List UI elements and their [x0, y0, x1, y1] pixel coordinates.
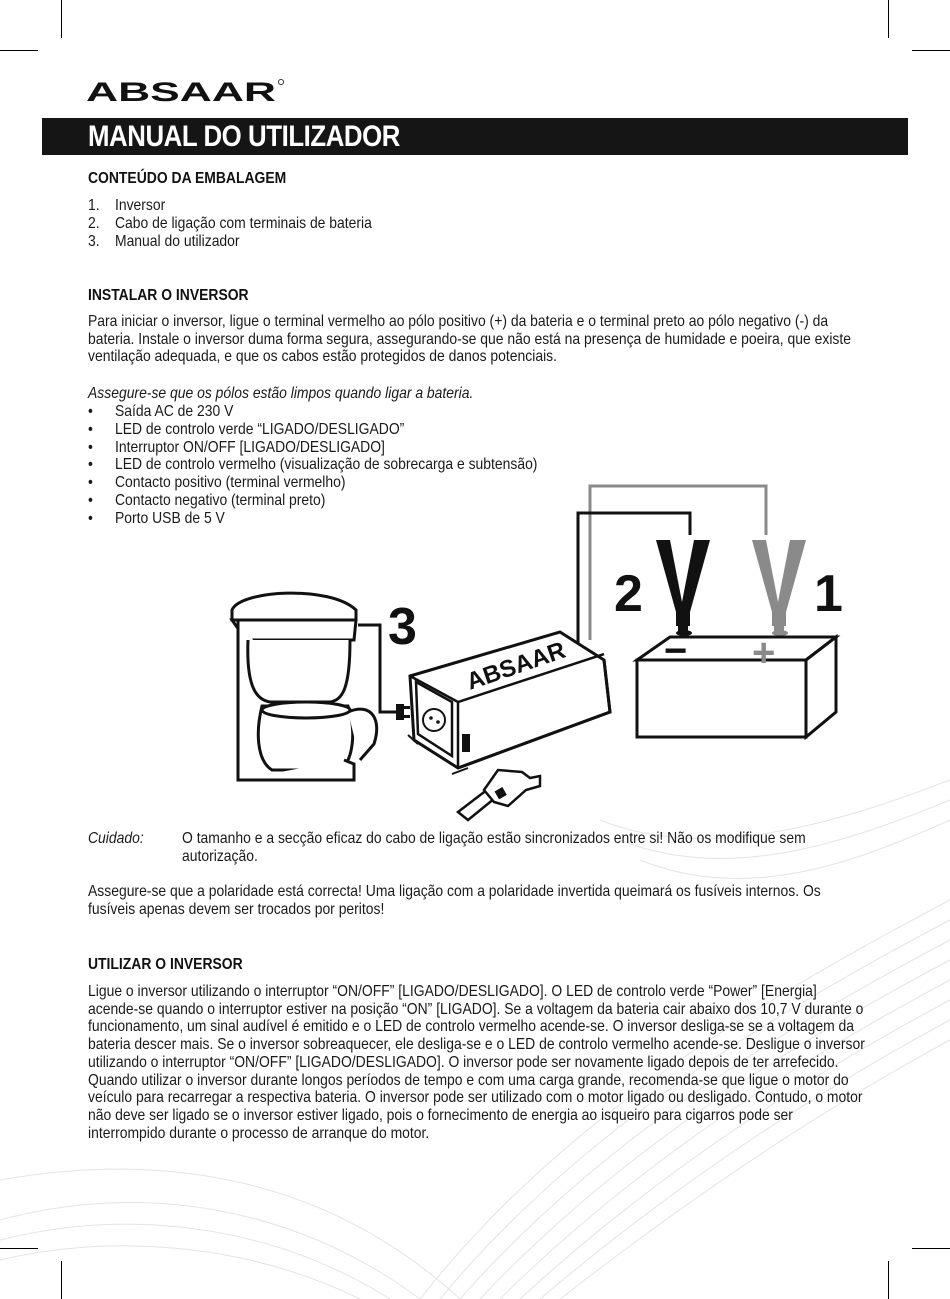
list-item: 2. Cabo de ligação com terminais de bateria [88, 214, 372, 232]
list-item: 3. Manual do utilizador [88, 232, 240, 250]
polarity-warning: Assegure-se que a polaridade está correcta! Uma ligação com a polaridade invertida queimará os fusíveis internos. Os fusíveis apenas devem ser trocados por peritos! [88, 883, 821, 918]
install-paragraph: Para iniciar o inversor, ligue o terminal vermelho ao pólo positivo (+) da bateria e o terminal preto ao pólo negativo (-) da bateria. Instale o inversor duma forma segura, assegurando-se que não está na presença de humidade e poeira, que existe ventilação adequada, e que os cabos estão protegidos de danos potenciais. [88, 313, 851, 366]
label-number-2: 2 [614, 565, 643, 623]
page-title: MANUAL DO UTILIZADOR [88, 120, 400, 153]
inverter-icon [408, 632, 610, 774]
list-item: • Contacto positivo (terminal vermelho) [88, 474, 346, 492]
use-paragraph: Ligue o inversor utilizando o interruptor “ON/OFF” [LIGADO/DESLIGADO]. O LED de controlo verde “Power” [Energia] acende-se quando o interruptor estiver na posição “ON” [LIGADO]. Se a voltagem da bateria cair abaixo dos 10,7 V durante o funcionamento, um sinal audível é emitido e o LED de controlo vermelho acende-se. O inversor desliga-se se a voltagem da bateria descer mais. Se o inversor sobreaquecer, ele desliga-se e o LED de controlo vermelho acende-se. Desligue o inversor utilizando o interruptor “ON/OFF” [LIGADO/DESLIGADO]. O inversor pode ser novamente ligado depois de ter arrefecido. Quando utilizar o inversor durante longos períodos de tempo e com uma carga grande, recomenda-se que ligue o motor do veículo para recarregar a respectiva bateria. O inversor pode ser utilizado com o motor ligado ou desligado. Contudo, o motor não deve ser ligado se o inversor estiver ligado, pois o fornecimento de energia ao isqueiro para cigarros pode ser interrompido durante o processo de arranque do motor. [88, 983, 865, 1142]
caution-text: O tamanho e a secção eficaz do cabo de ligação estão sincronizados entre si! Não os modifique sem autorização. [182, 830, 806, 865]
list-item: • LED de controlo verde “LIGADO/DESLIGADO” [88, 420, 405, 438]
caution-label: Cuidado: [88, 830, 144, 847]
list-item: 1. Inversor [88, 197, 166, 214]
install-heading: INSTALAR O INVERSOR [88, 287, 249, 304]
label-number-1: 1 [814, 565, 843, 623]
brand-logo [86, 78, 286, 104]
list-item: • Saída AC de 230 V [88, 403, 234, 420]
battery-positive-sign: + [752, 631, 776, 675]
battery-negative-sign: − [664, 629, 688, 673]
contents-list [88, 197, 372, 250]
install-note: Assegure-se que os pólos estão limpos quando ligar a bateria. [88, 385, 474, 402]
use-heading: UTILIZAR O INVERSOR [88, 956, 243, 973]
list-item: • Interruptor ON/OFF [LIGADO/DESLIGADO] [88, 438, 385, 456]
coffee-maker-icon [232, 593, 377, 780]
brand-logo-text: ABSAAR [86, 78, 276, 104]
list-item: • Contacto negativo (terminal preto) [88, 491, 326, 509]
appliance-plug-icon [396, 704, 410, 720]
inverter-brand-text: ABSAAR [463, 636, 570, 696]
list-item: • Porto USB de 5 V [88, 509, 225, 527]
connection-diagram [0, 475, 950, 825]
black-clamp-icon [656, 540, 710, 636]
red-clamp-icon [752, 540, 806, 636]
label-number-3: 3 [388, 598, 417, 656]
contents-heading: CONTEÚDO DA EMBALAGEM [88, 170, 287, 187]
cigarette-plug-icon [458, 770, 540, 820]
list-item: • LED de controlo vermelho (visualização de sobrecarga e subtensão) [88, 456, 538, 474]
